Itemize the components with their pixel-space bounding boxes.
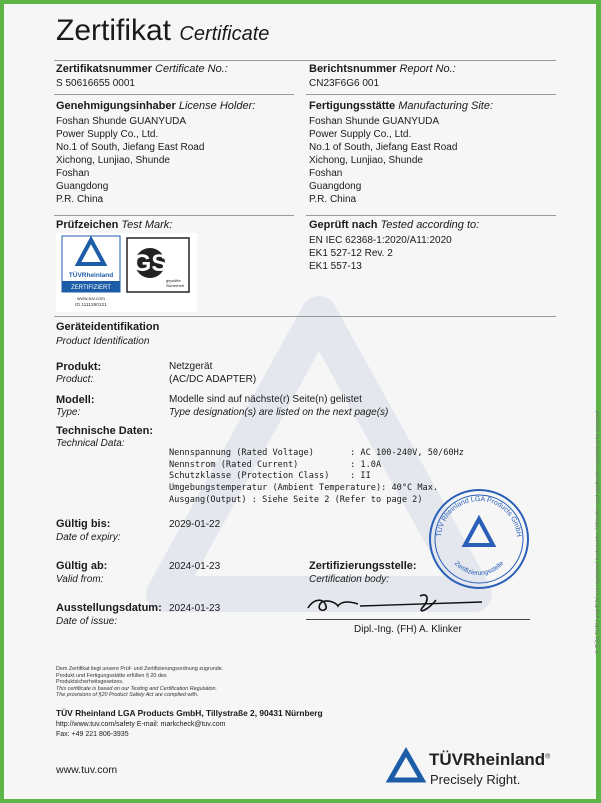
- footer-site-link[interactable]: www.tuv.com: [56, 764, 118, 776]
- valid-from-value: 2024-01-23: [169, 561, 221, 572]
- manufacturing-site-label: Fertigungsstätte Manufacturing Site:: [309, 100, 494, 112]
- stamp-inner-text: Zertifizierungsstelle: [452, 560, 506, 578]
- product-label: Produkt:: [56, 361, 102, 373]
- expiry-label: Gültig bis:: [56, 518, 111, 530]
- tech-label-en: Technical Data:: [56, 438, 125, 449]
- test-mark-panel: [56, 233, 197, 312]
- tested-according-label: Geprüft nach Tested according to:: [309, 219, 480, 231]
- standards-list: EN IEC 62368-1:2020/A11:2020 EK1 527-12 Rev. 2 EK1 557-13: [309, 235, 452, 272]
- divider: [54, 60, 556, 61]
- expiry-value: 2029-01-22: [169, 519, 221, 530]
- valid-from-label-en: Valid from:: [56, 574, 104, 585]
- signature-line: [306, 619, 530, 620]
- issue-value: 2024-01-23: [169, 603, 221, 614]
- tuv-certified-mark-icon: [56, 233, 197, 312]
- footer-fax: Fax: +49 221 806-3935: [56, 731, 129, 738]
- report-no-value: CN23F6G6 001: [309, 78, 380, 89]
- footer-company: TÜV Rheinland LGA Products GmbH, Tillystraße 2, 90431 Nürnberg: [56, 708, 323, 718]
- expiry-label-en: Date of expiry:: [56, 532, 121, 543]
- valid-from-label: Gültig ab:: [56, 560, 108, 572]
- stamp-outer-text: TÜV Rheinland LGA Products GmbH: [436, 495, 522, 538]
- product-value: Netzgerät: [169, 361, 213, 372]
- divider: [54, 316, 556, 317]
- cert-body-label-en: Certification body:: [309, 574, 390, 585]
- cert-body-label: Zertifizierungsstelle:: [309, 560, 417, 572]
- tech-data: Nennspannung (Rated Voltage) : AC 100-240V, 50/60Hz Nennstrom (Rated Current) : 1.0A Schutzklasse (Protection Class) : II Umgebungstemperatur (Ambient Temperature): 40°C Max. Ausgang(Output) : Siehe Seite 2 (Refer to page 2): [169, 448, 464, 505]
- report-no-label: Berichtsnummer Report No.:: [309, 63, 456, 75]
- test-mark-url: www.tuv.com: [77, 297, 105, 302]
- signature-icon: [302, 590, 502, 618]
- cert-no-label: Zertifikatsnummer Certificate No.:: [56, 63, 228, 75]
- cert-no-value: S 50616655 0001: [56, 78, 135, 89]
- license-holder-address: Foshan Shunde GUANYUDA Power Supply Co., Ltd. No.1 of South, Jiefang East Road Xichong, Lunjiao, Shunde Foshan Guangdong P.R. China: [56, 116, 205, 205]
- model-label-en: Type:: [56, 407, 81, 418]
- issue-label-en: Date of issue:: [56, 616, 118, 627]
- test-mark-label: Prüfzeichen Test Mark:: [56, 219, 173, 231]
- gs-text-2: Sicherheit: [166, 283, 184, 288]
- page-title: Zertifikat Certificate: [56, 14, 270, 47]
- test-mark-id: ID 1111280121: [75, 303, 107, 308]
- tech-label: Technische Daten:: [56, 425, 153, 437]
- tuv-brand-text: TÜVRheinland: [68, 272, 114, 279]
- svg-text:Zertifizierungsstelle: [453, 560, 506, 577]
- official-stamp-icon: [427, 487, 531, 591]
- signatory-name: Dipl.-Ing. (FH) A. Klinker: [354, 624, 462, 635]
- certificate-page: [4, 4, 601, 799]
- tuv-logo-text: TÜVRheinland®: [429, 750, 551, 769]
- license-holder-label: Genehmigungsinhaber License Holder:: [56, 100, 256, 112]
- model-label: Modell:: [56, 394, 95, 406]
- divider: [54, 215, 294, 216]
- divider: [54, 94, 294, 95]
- product-value-en: (AC/DC ADAPTER): [169, 374, 257, 385]
- issue-label: Ausstellungsdatum:: [56, 602, 162, 614]
- gs-text-1: geprüfte: [166, 278, 181, 283]
- zertifiziert-text: ZERTIFIZIERT: [71, 285, 111, 291]
- tuv-slogan: Precisely Right.: [430, 772, 521, 787]
- model-value: Modelle sind auf nächste(r) Seite(n) gelistet: [169, 394, 362, 405]
- svg-text:GS: GS: [132, 250, 168, 277]
- tuv-logo-triangle-icon: [387, 749, 425, 783]
- side-trademark-text: © TÜV, TUEV and TUV are registered trademarks. Utilisation and application requires prior approval.: [595, 409, 601, 654]
- product-label-en: Product:: [56, 374, 94, 385]
- manufacturing-site-address: Foshan Shunde GUANYUDA Power Supply Co., Ltd. No.1 of South, Jiefang East Road Xichong, Lunjiao, Shunde Foshan Guangdong P.R. China: [309, 116, 458, 205]
- product-ident-label: Geräteidentifikation: [56, 321, 160, 333]
- footer-web: http://www.tuv.com/safety E-mail: markcheck@tuv.com: [56, 721, 226, 728]
- fine-print: Dem Zertifikat liegt unsere Prüf- und Zertifizierungsordnung zugrunde. Produkt und Fertigungsstätte erfüllen § 20 des Produktsicherheitsgesetzes. This certificate is based on our Testing and Certification Regulation. The provisions of §20 Product Safety Act are complied with.: [56, 666, 224, 699]
- product-ident-label-en: Product Identification: [56, 336, 150, 347]
- model-value-en: Type designation(s) are listed on the next page(s): [169, 407, 389, 418]
- divider: [306, 215, 556, 216]
- divider: [306, 94, 556, 95]
